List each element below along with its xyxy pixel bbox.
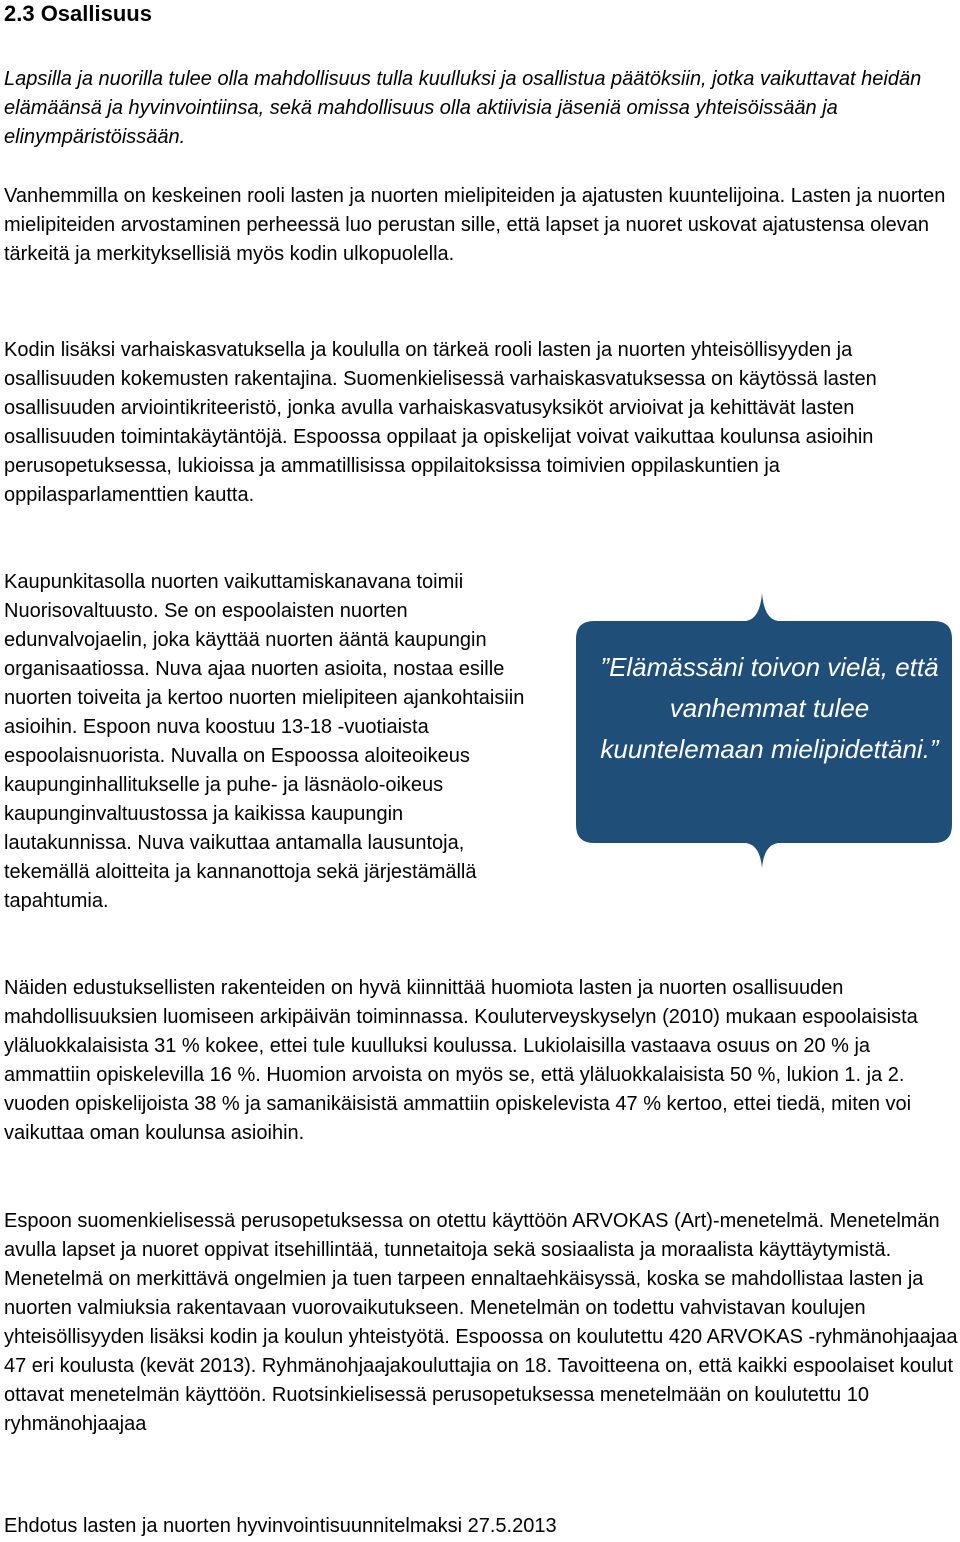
paragraph-parents: Vanhemmilla on keskeinen rooli lasten ja nuorten mielipiteiden ja ajatusten kuuntelijoina. Lasten ja nuorten mielipiteiden arvostaminen perheessä luo perustan sille, että lapset ja nuoret uskovat ajatustensa olevan tärkeitä ja merkityksellisiä myös kodin ulkopuolella.: [4, 185, 946, 265]
section-heading: 2.3 Osallisuus: [4, 1, 152, 26]
page-footer: Ehdotus lasten ja nuorten hyvinvointisuunnitelmaksi 27.5.2013: [4, 1515, 557, 1537]
paragraph-youth-council-text: Kaupunkitasolla nuorten vaikuttamiskanavana toimii Nuorisovaltuusto. Se on espoolaisten nuorten edunvalvojaelin, joka käyttää nuorten ääntä kaupungin organisaatiossa. Nuva ajaa nuorten asioita, nostaa esille nuorten toiveita ja kertoo nuorten mielipiteen ajankohtaisiin asioihin. Espoon nuva koostuu 13-18 -vuotiaista espoolaisnuorista. Nuvalla on Espoossa aloiteoikeus kaupunginhallitukselle ja puhe- ja läsnäolo-oikeus kaupunginvaltuustossa ja kaikissa kaupungin lautakunnissa. Nuva vaikuttaa antamalla lausuntoja, tekemällä aloitteita ja kannanottoja sekä järjestämällä tapahtumia.: [4, 571, 525, 912]
paragraph-survey: Näiden edustuksellisten rakenteiden on hyvä kiinnittää huomiota lasten ja nuorten osallisuuden mahdollisuuksien luomiseen arkipäivän toiminnassa. Kouluterveyskyselyn (2010) mukaan espoolaisista yläluokkalaisista 31 % kokee, ettei tule kuulluksi koulussa. Lukiolaisilla vastaava osuus on 20 % ja ammattiin opiskelevilla 16 %. Huomion arvoista on myös se, että yläluokkalaisista 50 %, lukion 1. ja 2. vuoden opiskelijoista 38 % ja samanikäisistä ammattiin opiskelevista 47 % kertoo, ettei tiedä, miten voi vaikuttaa oman koulunsa asioihin.: [4, 977, 918, 1144]
quote-callout: [574, 593, 954, 868]
paragraph-arvokas: Espoon suomenkielisessä perusopetuksessa on otettu käyttöön ARVOKAS (Art)-menetelmä. Menetelmän avulla lapset ja nuoret oppivat itsehillintää, tunnetaitoja sekä sosiaalista ja moraalista käyttäytymistä. Menetelmä on merkittävä ongelmien ja tuen tarpeen ennaltaehkäisyssä, koska se mahdollistaa lasten ja nuorten valmiuksia rakentavaan vuorovaikutukseen. Menetelmän on todettu vahvistavan koulujen yhteisöllisyyden lisäksi kodin ja koulun yhteistyötä. Espoossa on koulutettu 420 ARVOKAS -ryhmänohjaajaa 47 eri koulusta (kevät 2013). Ryhmänohjaajakouluttajia on 18. Tavoitteena on, että kaikki espoolaiset koulut ottavat menetelmän käyttöön. Ruotsinkielisessä perusopetuksessa menetelmään on koulutettu 10 ryhmänohjaajaa: [4, 1210, 958, 1435]
paragraph-schools: Kodin lisäksi varhaiskasvatuksella ja koululla on tärkeä rooli lasten ja nuorten yhteisöllisyyden ja osallisuuden kokemusten rakentajina. Suomenkielisessä varhaiskasvatuksessa on käytössä lasten osallisuuden arviointikriteeristö, jonka avulla varhaiskasvatusyksiköt arvioivat ja kehittävät lasten osallisuuden toimintakäytäntöjä. Espoossa oppilaat ja opiskelijat voivat vaikuttaa koulunsa asioihin perusopetuksessa, lukioissa ja ammatillisissa oppilaitoksissa toimivien oppilaskuntien ja oppilasparlamenttien kautta.: [4, 339, 877, 506]
intro-paragraph: Lapsilla ja nuorilla tulee olla mahdollisuus tulla kuulluksi ja osallistua päätöksiin, jotka vaikuttavat heidän elämäänsä ja hyvinvointiinsa, sekä mahdollisuus olla aktiivisia jäseniä omissa yhteisöissään ja elinympäristöissään.: [4, 68, 922, 148]
callout-quote: ”Elämässäni toivon vielä, että vanhemmat tulee kuuntelemaan mielipidettäni.”: [600, 652, 939, 764]
